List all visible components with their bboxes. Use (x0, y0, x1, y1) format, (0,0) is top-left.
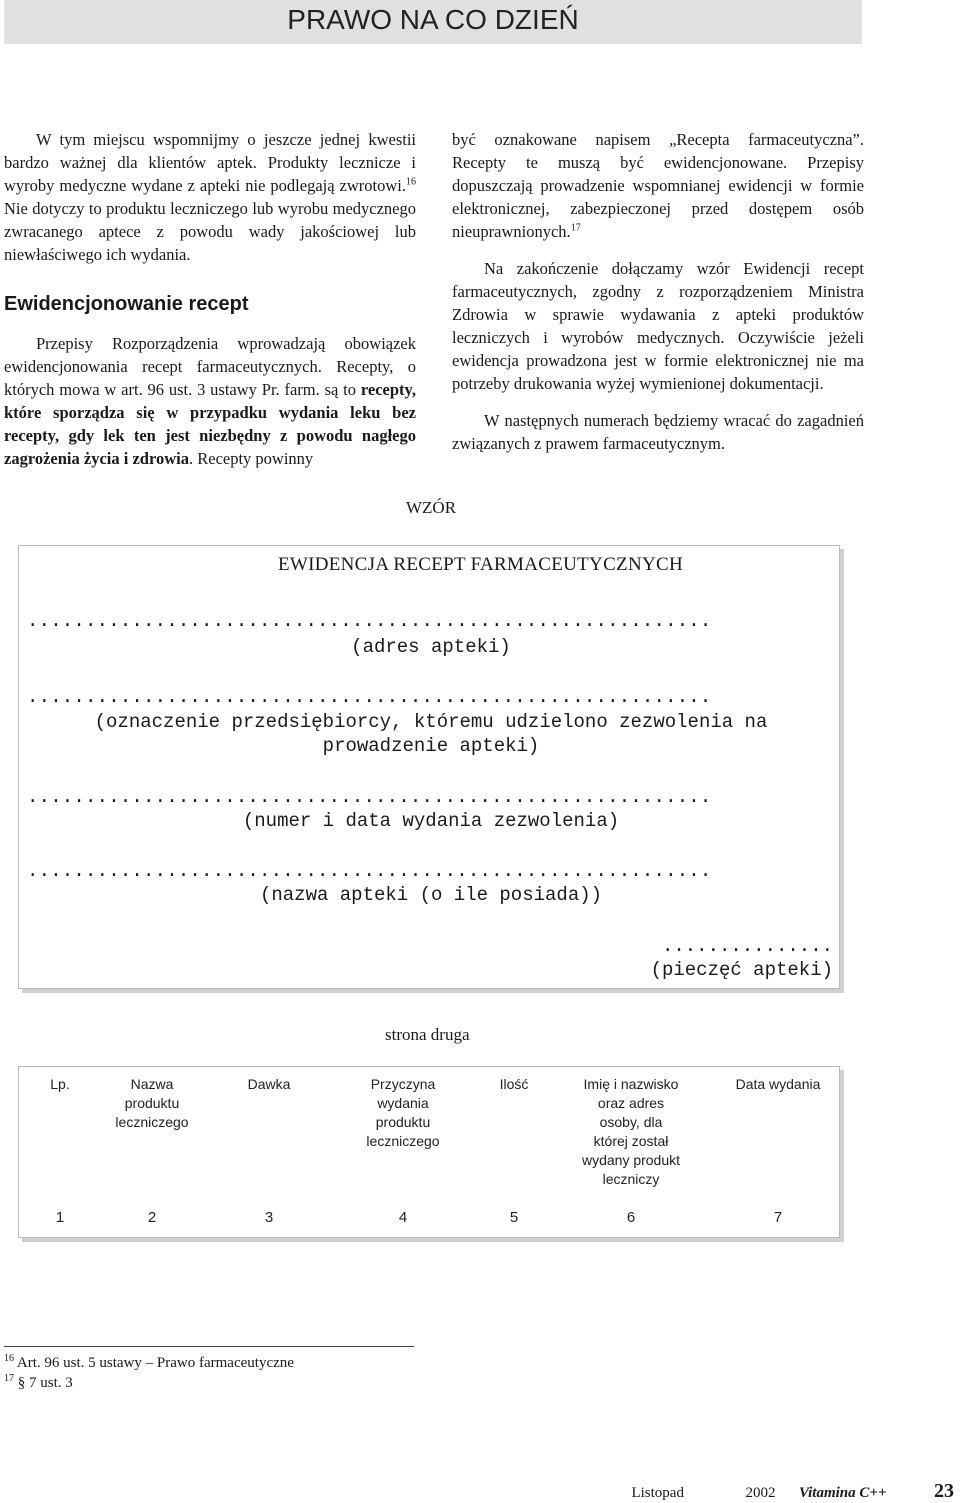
table-header-dose: Dawka (247, 1076, 291, 1092)
records-form (18, 545, 840, 989)
page-header-title: PRAWO NA CO DZIEŃ (287, 4, 579, 35)
records-text: Przepisy Rozporządzenia wprowadzają obowiązek ewidencjonowania recept farmaceutycznych. Recepty, o których mowa w art. 96 ust. 3 ustawy Pr. farm. są to (4, 334, 416, 399)
records-paragraph (4, 332, 416, 470)
intro-text: W tym miejscu wspomnijmy o jeszcze jednej kwestii bardzo ważnej dla klientów aptek. Produkty lecznicze i wyroby medyczne wydane z apteki nie podlegają zwrotowi. (4, 130, 416, 195)
form-title: EWIDENCJA RECEPT FARMACEUTYCZNYCH (277, 554, 683, 575)
left-column (4, 128, 416, 470)
stamp-dots: ............... (661, 935, 833, 957)
table-header-reason: Przyczyna wydania produktu leczniczego (366, 1076, 440, 1149)
table-col-number: 5 (509, 1209, 519, 1226)
section-heading: Ewidencjonowanie recept (4, 293, 249, 315)
address-dots: ........................................................... (27, 610, 712, 632)
table-header-date: Data wydania (735, 1076, 821, 1092)
table-header-name: Nazwa produktu leczniczego (115, 1076, 189, 1130)
entrepreneur-caption-2: prowadzenie apteki) (322, 735, 540, 757)
marking-text: być oznakowane napisem „Recepta farmaceutyczna”. Recepty te muszą być ewidencjonowane. Przepisy dopuszczają prowadzenie wspomnianej ewidencji w formie elektronicznej, zabezpieczonej przed dostępem osób nieuprawnionych. (452, 130, 864, 241)
page-number: 23 (934, 1480, 954, 1502)
name-dots: ........................................................... (27, 860, 712, 882)
records-table (18, 1066, 840, 1238)
table-header-quantity: Ilość (499, 1076, 529, 1092)
permit-caption: (numer i data wydania zezwolenia) (242, 810, 620, 832)
records-bold-text: recepty, które sporządza się w przypadku wydania leku bez recepty, gdy lek ten jest niezbędny z powodu nagłego zagrożenia życia i zdrowia (4, 380, 416, 468)
second-page-label: strona druga (385, 1025, 470, 1044)
template-paragraph: Na zakończenie dołączamy wzór Ewidencji recept farmaceutycznych, zgodny z rozporządzeniem Ministra Zdrowia w sprawie wydawania z apteki produktów leczniczych i wyrobów medycznych. Oczywiście jeżeli ewidencja prowadzona jest w formie elektronicznej nie ma potrzeby drukowania wyżej wymienionej dokumentacji. (452, 259, 864, 393)
table-header-lp: Lp. (50, 1076, 70, 1092)
table-header-person: Imię i nazwisko oraz adres osoby, dla której został wydany produkt leczniczy (581, 1076, 681, 1187)
entrepreneur-caption-1: (oznaczenie przedsiębiorcy, któremu udzielono zezwolenia na (94, 711, 768, 733)
footnotes (4, 1346, 414, 1393)
address-caption: (adres apteki) (351, 636, 511, 658)
intro-paragraph (4, 128, 416, 266)
permit-dots: ........................................................... (27, 786, 712, 808)
footnote-16: $^{16}$ Art. 96 ust. 5 ustawy – Prawo farmaceutyczne (4, 1353, 294, 1371)
table-col-number: 3 (264, 1209, 274, 1226)
footer-year: 2002 (745, 1485, 776, 1501)
table-col-number: 1 (55, 1209, 65, 1226)
closing-paragraph: W następnych numerach będziemy wracać do zagadnień związanych z prawem farmaceutycznym. (452, 411, 864, 453)
intro-text-cont: Nie dotyczy to produktu leczniczego lub wyrobu medycznego zwracanego aptece z powodu wady jakościowej lub niewłaściwego ich wydania. (4, 199, 416, 264)
footnote-ref-17: 17 (570, 222, 581, 234)
marking-paragraph (452, 128, 864, 243)
table-col-number: 4 (398, 1209, 408, 1226)
table-col-number: 2 (147, 1209, 157, 1226)
page-footer (631, 1480, 954, 1503)
table-col-number: 7 (773, 1209, 783, 1226)
stamp-caption: (pieczęć apteki) (650, 959, 833, 981)
right-column (452, 128, 864, 455)
footer-month: Listopad (631, 1485, 684, 1501)
template-label: WZÓR (406, 498, 457, 517)
table-col-number: 6 (626, 1209, 636, 1226)
entrepreneur-dots: ........................................................... (27, 686, 712, 708)
header-bar (4, 0, 862, 44)
footnote-17: $^{17}$ § 7 ust. 3 (4, 1373, 73, 1391)
footer-magazine: Vitamina C++ (798, 1485, 887, 1501)
footnote-ref-16: 16 (406, 176, 416, 188)
records-text-end: . Recepty powinny (188, 449, 314, 468)
name-caption: (nazwa apteki (o ile posiada)) (259, 884, 603, 906)
